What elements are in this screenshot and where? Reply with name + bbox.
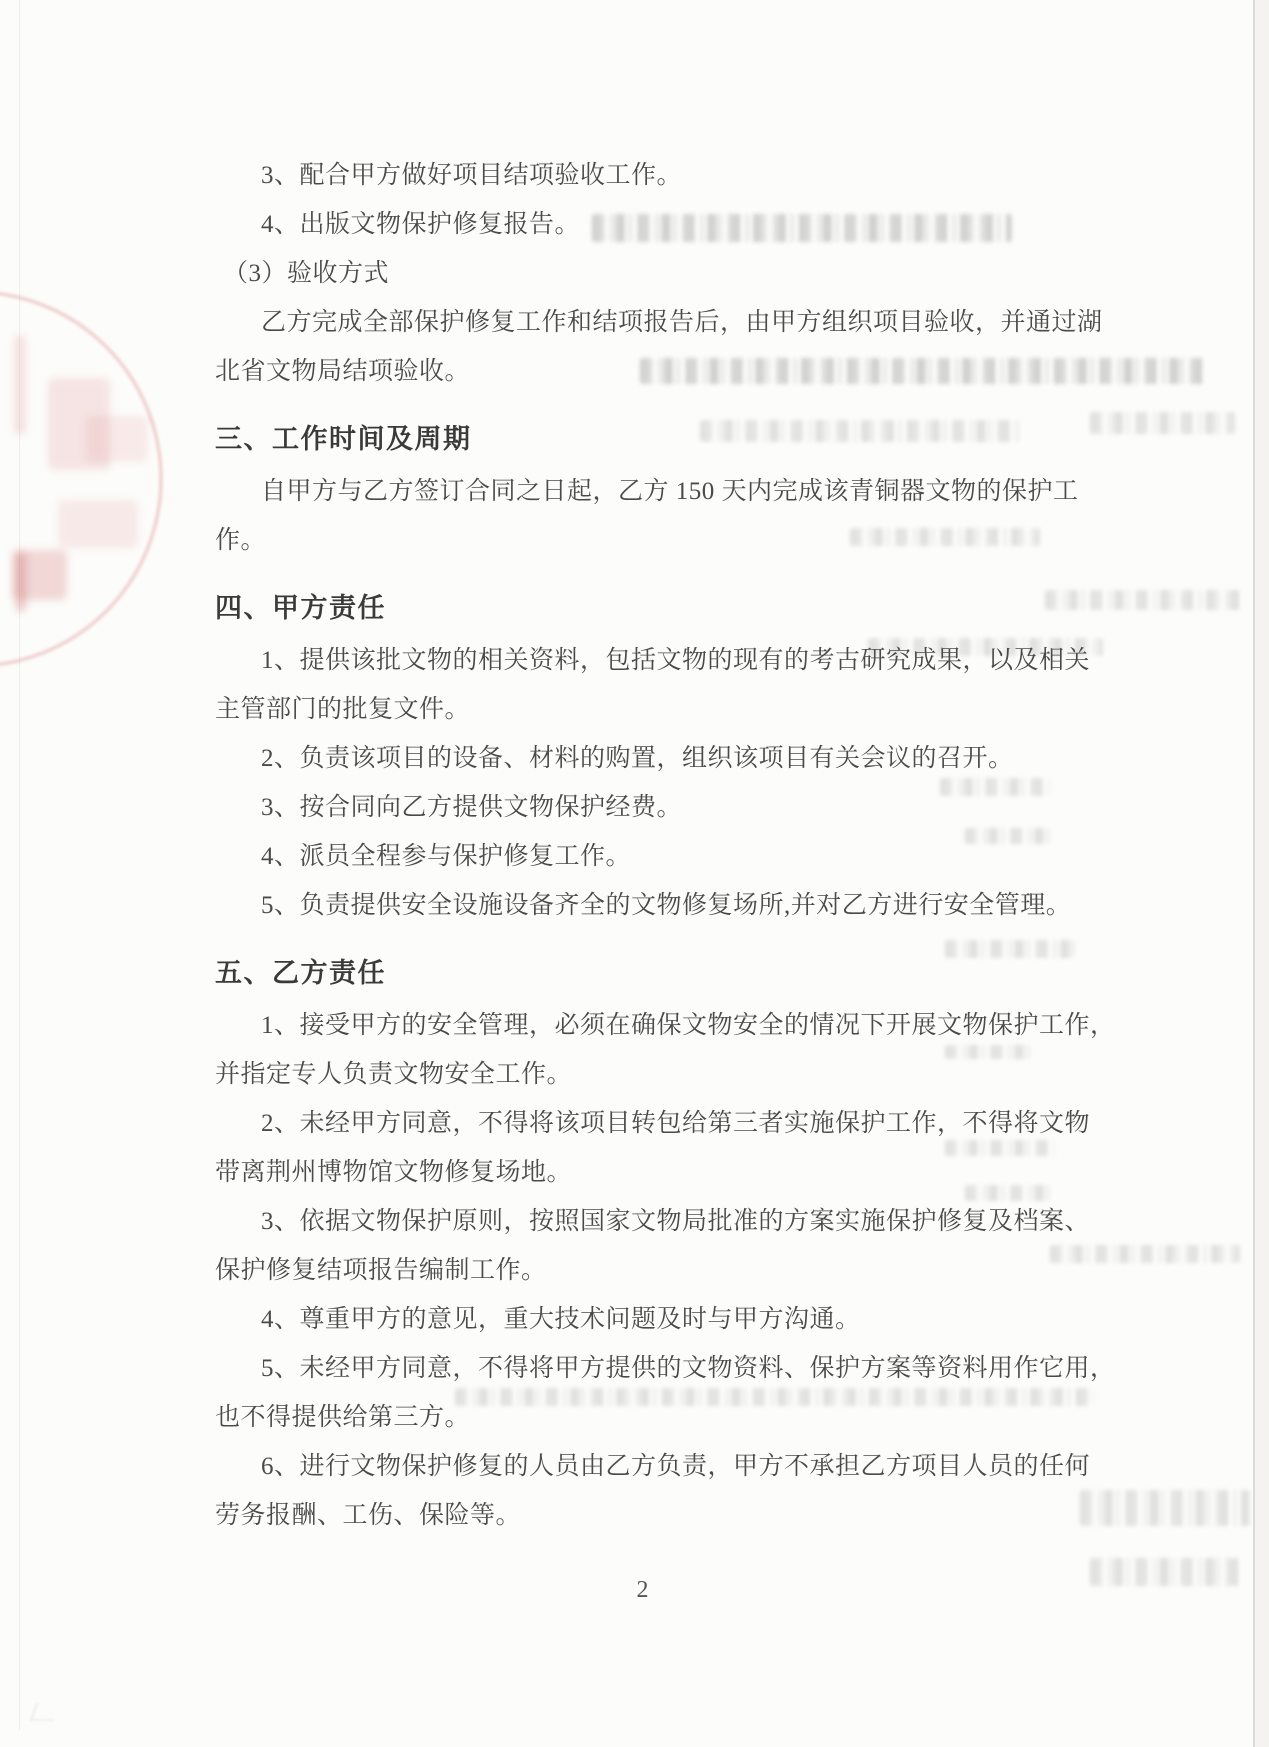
doc-line: 并指定专人负责文物安全工作。 [215,1061,573,1088]
doc-line: 1、接受甲方的安全管理，必须在确保文物安全的情况下开展文物保护工作， [261,1012,1116,1039]
doc-line: 6、进行文物保护修复的人员由乙方负责，甲方不承担乙方项目人员的任何 [261,1453,1091,1480]
doc-line: 1、提供该批文物的相关资料，包括文物的现有的考古研究成果，以及相关 [261,647,1091,674]
contract-text-block [215,151,1116,1540]
bleedthrough-artifact [1090,412,1235,434]
doc-line: 3、依据文物保护原则，按照国家文物局批准的方案实施保护修复及档案、 [261,1208,1091,1235]
page-number: 2 [636,1577,649,1603]
doc-line: 4、出版文物保护修复报告。 [261,211,581,238]
seal-ink-smudge [86,416,148,462]
seal-ink-smudge [16,552,26,612]
doc-line: 4、尊重甲方的意见，重大技术问题及时与甲方沟通。 [261,1306,861,1333]
doc-line: 劳务报酬、工伤、保险等。 [215,1502,522,1529]
doc-line: 5、负责提供安全设施设备齐全的文物修复场所,并对乙方进行安全管理。 [261,892,1072,919]
doc-line: 3、配合甲方做好项目结项验收工作。 [261,162,683,189]
doc-line: 作。 [215,527,267,554]
section-heading-work-period: 三、工作时间及周期 [215,424,472,454]
doc-line: 北省文物局结项验收。 [215,358,471,385]
doc-line: 3、按合同向乙方提供文物保护经费。 [261,794,683,821]
doc-line: 乙方完成全部保护修复工作和结项报告后，由甲方组织项目验收，并通过湖 [261,309,1103,336]
bottom-left-smudge [30,1703,61,1721]
doc-line: 主管部门的批复文件。 [215,696,471,723]
seal-ink-smudge [14,335,26,435]
doc-line: 4、派员全程参与保护修复工作。 [261,843,632,870]
doc-line: 也不得提供给第三方。 [215,1404,471,1431]
doc-line: 保护修复结项报告编制工作。 [215,1257,547,1284]
doc-line: 2、未经甲方同意，不得将该项目转包给第三者实施保护工作，不得将文物 [261,1110,1091,1137]
section-heading-party-b-duties: 五、乙方责任 [215,958,386,988]
doc-line: 5、未经甲方同意，不得将甲方提供的文物资料、保护方案等资料用作它用， [261,1355,1116,1382]
doc-line: 带离荆州博物馆文物修复场地。 [215,1159,573,1186]
doc-line: （3）验收方式 [223,260,390,287]
paper-left-edge-line [19,0,20,1730]
bleedthrough-artifact [1090,1558,1240,1586]
doc-line: 自甲方与乙方签订合同之日起，乙方 150 天内完成该青铜器文物的保护工 [261,478,1079,505]
bleedthrough-artifact [1080,1490,1250,1526]
doc-line: 2、负责该项目的设备、材料的购置，组织该项目有关会议的召开。 [261,745,1014,772]
section-heading-party-a-duties: 四、甲方责任 [215,593,386,623]
seal-ink-smudge [58,500,138,548]
scan-edge [1253,0,1269,1747]
